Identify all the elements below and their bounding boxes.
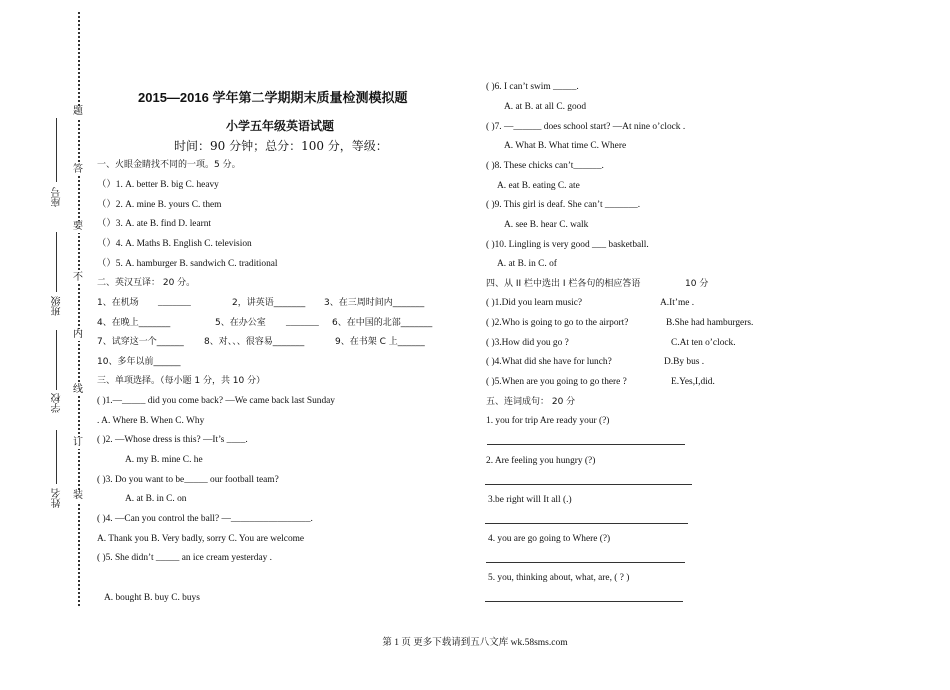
sentence-prompt: 3.be right will It all (.) [488,495,572,505]
s3-question[interactable]: ( )10. Lingling is very good ___ basketball. [486,240,649,250]
binding-char: 线 [73,384,83,395]
s2-item[interactable]: 8、对、、、很容易_______ [204,337,305,347]
binding-char: 装 [73,490,83,501]
s3-options: A. at B. at all C. good [504,102,587,112]
s3-question[interactable]: ( )5. She didn’t _____ an ice cream yesterday . [97,553,273,563]
s3-question[interactable]: ( )1.—_____ did you come back? —We came back last Sunday [97,396,335,406]
school-label: 学校 [52,393,63,413]
section-2-heading: 二、英汉互译： 20 分。 [97,278,196,288]
match-question[interactable]: ( )1.Did you learn music? [486,298,583,308]
s3-question[interactable]: ( )8. These chicks can’t______. [486,161,604,171]
s2-item[interactable]: 10、多年以前______ [97,357,181,367]
exam-subtitle: 小学五年级英语试题 [226,119,335,133]
school-field[interactable] [56,330,57,390]
s3-options: A. What B. What time C. Where [504,141,627,151]
section-3-heading: 三、单项选择。（每小题 1 分，共 10 分） [97,376,266,386]
sentence-prompt: 5. you, thinking about, what, are, ( ? ) [488,573,630,583]
s3-options: A. at B. in C. on [125,494,187,504]
s3-options: A. eat B. eating C. ate [497,181,580,191]
match-question[interactable]: ( )2.Who is going to go to the airport? [486,318,629,328]
s3-options: A. at B. in C. of [497,259,557,269]
class-label: 班级 [52,296,63,316]
s1-question: （）2. A. mine B. yours C. them [97,200,222,210]
s3-options: A. Thank you B. Very badly, sorry C. You are welcome [97,534,305,544]
binding-char: 订 [73,437,83,448]
exam-title: 2015—2016 学年第二学期期末质量检测模拟题 [138,90,408,105]
section-5-heading: 五、连词成句： 20 分 [486,397,576,407]
seat-number-field[interactable] [56,118,57,182]
section-4-score: 10 分 [685,279,709,289]
s3-options: A. see B. hear C. walk [504,220,589,230]
s3-question[interactable]: ( )7. —______ does school start? —At nine o’clock . [486,122,686,132]
name-label: 姓名 [52,488,63,508]
s3-options: . A. Where B. When C. Why [97,416,205,426]
s2-item[interactable]: 3、在三周时间内_______ [324,298,425,308]
binding-dotted-line [78,12,80,606]
answer-line[interactable] [485,601,683,602]
binding-char: 题 [73,106,83,117]
s2-blank[interactable]: _______ [158,298,191,308]
s3-question[interactable]: ( )6. I can’t swim _____. [486,82,579,92]
answer-line[interactable] [487,444,685,445]
s2-item[interactable]: 6、在中国的北部_______ [332,318,433,328]
binding-char: 内 [73,329,83,340]
class-field[interactable] [56,232,57,292]
s2-item[interactable]: 2，讲英语_______ [232,298,306,308]
s2-item[interactable]: 4、在晚上_______ [97,318,171,328]
section-1-heading: 一、火眼金睛找不同的一项。5 分。 [97,160,241,170]
binding-char: 要 [73,221,83,232]
answer-line[interactable] [486,562,685,563]
binding-char: 不 [73,272,83,283]
s2-blank[interactable]: _______ [286,318,319,328]
match-answer: A.It’me . [660,298,695,308]
match-answer: C.At ten o’clock. [671,338,736,348]
s3-question[interactable]: ( )4. —Can you control the ball? —_________________. [97,514,313,524]
answer-line[interactable] [485,484,692,485]
s2-item: 1、在机场 [97,298,139,308]
s3-question[interactable]: ( )9. This girl is deaf. She can’t _______. [486,200,641,210]
s1-question: （）5. A. hamburger B. sandwich C. traditional [97,259,278,269]
s3-options: A. my B. mine C. he [125,455,203,465]
sentence-prompt: 2. Are feeling you hungry (?) [486,456,596,466]
s3-question[interactable]: ( )2. —Whose dress is this? —It’s ____. [97,435,248,445]
s3-options: A. bought B. buy C. buys [104,593,200,603]
s2-item: 5、在办公室 [215,318,266,328]
answer-line[interactable] [485,523,688,524]
match-answer: D.By bus . [664,357,705,367]
binding-char: 答 [73,164,83,175]
page-footer: 第 1 页 更多下载请到五八文库 wk.58sms.com [382,638,568,648]
match-answer: B.She had hamburgers. [666,318,754,328]
match-question[interactable]: ( )5.When are you going to go there ? [486,377,627,387]
sentence-prompt: 4. you are go going to Where (?) [488,534,611,544]
seat-number-label: 座号 [52,187,63,207]
sentence-prompt: 1. you for trip Are ready your (?) [486,416,610,426]
name-field[interactable] [56,430,57,484]
section-4-heading: 四、从 II 栏中选出 I 栏各句的相应答语 [486,279,641,289]
s1-question: （）1. A. better B. big C. heavy [97,180,219,190]
s1-question: （）4. A. Maths B. English C. television [97,239,252,249]
s1-question: （）3. A. ate B. find D. learnt [97,219,212,229]
match-question[interactable]: ( )4.What did she have for lunch? [486,357,612,367]
s3-question[interactable]: ( )3. Do you want to be_____ our football team? [97,475,279,485]
s2-item[interactable]: 7、试穿这一个______ [97,337,184,347]
s2-item[interactable]: 9、在书架 C 上______ [335,337,425,347]
match-answer: E.Yes,I,did. [671,377,715,387]
exam-info: 时间：90 分钟；总分：100 分，等级： [174,139,388,153]
match-question[interactable]: ( )3.How did you go ? [486,338,569,348]
